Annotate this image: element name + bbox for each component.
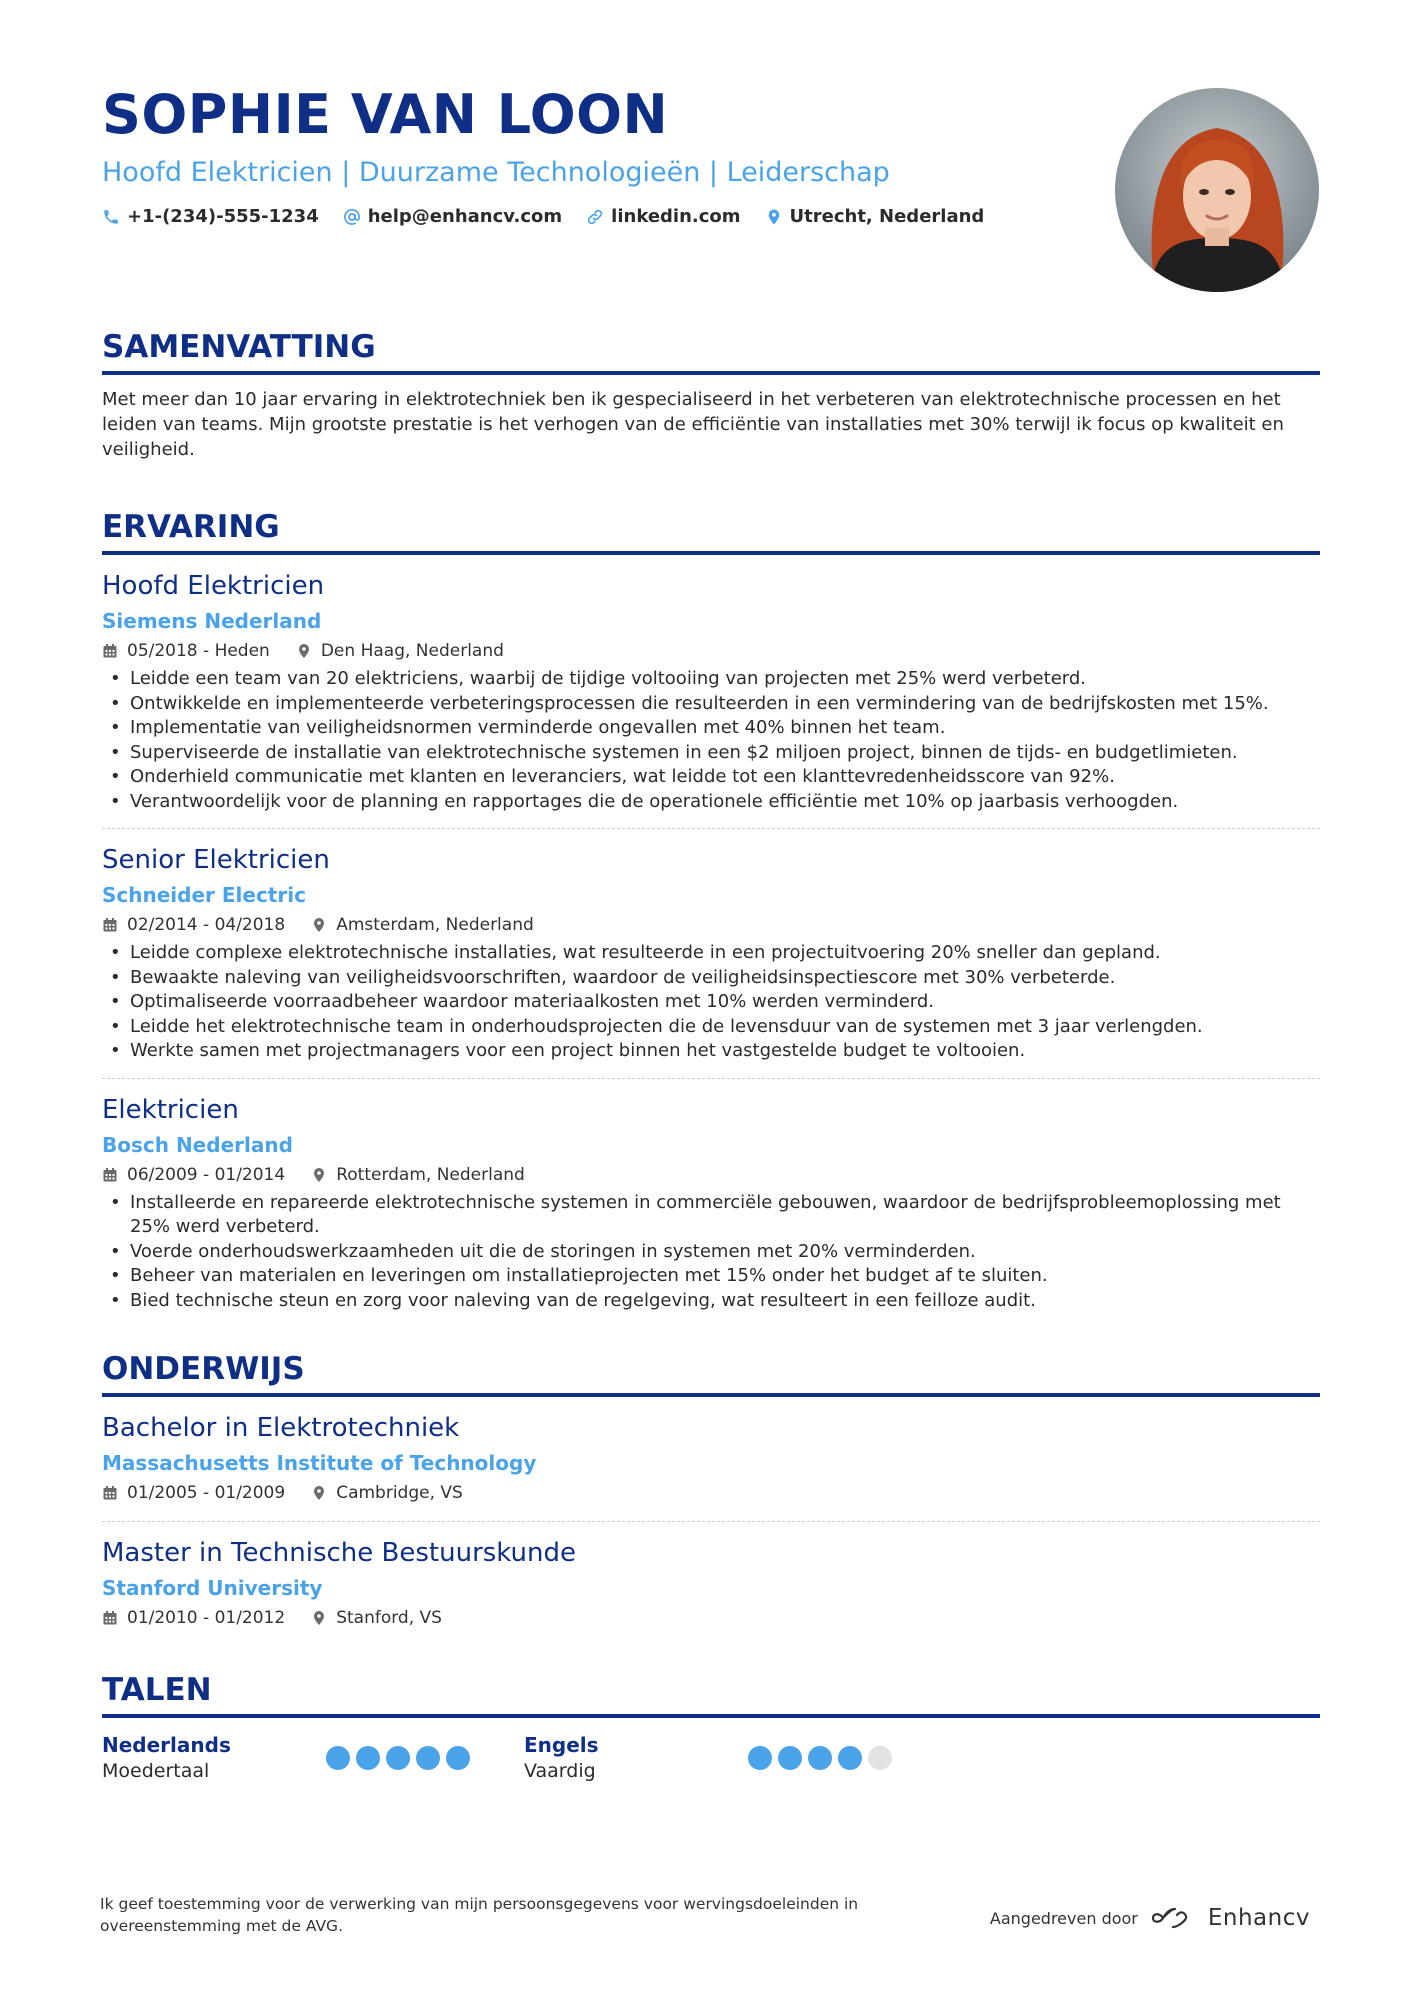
at-icon	[343, 208, 361, 226]
achievement-list	[102, 667, 1320, 814]
language-level: Vaardig	[524, 1760, 596, 1782]
experience-bullet: • Onderhield communicatie met klanten en leveranciers, wat leidde tot een klanttevredenheidsscore van 92%.	[102, 765, 1320, 790]
dates-text: 02/2014 - 04/2018	[127, 915, 286, 935]
contact-email[interactable]	[343, 206, 562, 227]
phone-icon	[102, 208, 120, 226]
enhancv-logo-icon	[1150, 1906, 1196, 1930]
header	[102, 80, 1102, 227]
job-dates	[102, 911, 285, 939]
summary-section	[102, 327, 1320, 462]
school-name: Stanford University	[102, 1576, 323, 1600]
degree-title: Bachelor in Elektrotechniek	[102, 1413, 460, 1443]
education-dates	[102, 1604, 285, 1632]
summary-title: SAMENVATTING	[102, 327, 1320, 375]
languages-title: TALEN	[102, 1670, 1320, 1718]
experience-bullet: • Bied technische steun en zorg voor naleving van de regelgeving, wat resulteert in een feilloze audit.	[102, 1289, 1320, 1314]
email-text: help@enhancv.com	[367, 206, 563, 227]
education-entry	[102, 1522, 1320, 1646]
experience-bullet: • Beheer van materialen en leveringen om installatieprojecten met 15% onder het budget af te sluiten.	[102, 1264, 1320, 1289]
experience-bullet: • Bewaakte naleving van veiligheidsvoorschriften, waardoor de veiligheidsinspectiescore met 30% verbeterde.	[102, 966, 1320, 991]
company-name: Siemens Nederland	[102, 609, 322, 633]
location-text: Stanford, VS	[336, 1608, 442, 1628]
dates-text: 06/2009 - 01/2014	[127, 1164, 286, 1185]
calendar-icon	[102, 643, 118, 659]
calendar-icon	[102, 1485, 118, 1501]
dates-text: 01/2010 - 01/2012	[127, 1608, 286, 1628]
proficiency-dot	[386, 1746, 410, 1770]
brand-name: Enhancv	[1207, 1905, 1310, 1931]
experience-entry	[102, 829, 1320, 1079]
education-meta	[102, 1479, 1320, 1507]
language-text	[524, 1732, 748, 1784]
location-text: Cambridge, VS	[336, 1483, 463, 1503]
experience-title: ERVARING	[102, 507, 1320, 555]
proficiency-dots	[326, 1746, 470, 1784]
proficiency-dot	[838, 1746, 862, 1770]
dates-text: 05/2018 - Heden	[127, 641, 270, 661]
experience-bullet: • Leidde een team van 20 elektriciens, waarbij de tijdige voltooiing van projecten met 25% werd verbeterd.	[102, 667, 1320, 692]
education-location	[311, 1604, 442, 1632]
job-meta	[102, 911, 1320, 939]
powered-by-label: Aangedreven door	[989, 1908, 1138, 1928]
experience-section	[102, 507, 1320, 1327]
job-dates	[102, 1161, 285, 1189]
location-pin-icon	[311, 917, 327, 933]
achievement-list	[102, 1191, 1320, 1314]
language-item	[524, 1732, 946, 1784]
experience-bullet: • Leidde het elektrotechnische team in onderhoudsprojecten die de levensduur van de systemen met 3 jaar verlengden.	[102, 1015, 1320, 1040]
dates-text: 01/2005 - 01/2009	[127, 1483, 286, 1503]
location-text: Amsterdam, Nederland	[336, 915, 534, 935]
job-title: Senior Elektricien	[102, 845, 330, 875]
location-text: Rotterdam, Nederland	[336, 1164, 525, 1185]
education-title: ONDERWIJS	[102, 1349, 1320, 1397]
experience-bullet: • Verantwoordelijk voor de planning en rapportages die de operationele efficiëntie met 10% op jaarbasis verhoogden.	[102, 790, 1320, 815]
language-name: Nederlands	[102, 1733, 231, 1757]
education-entry	[102, 1397, 1320, 1522]
company-name: Bosch Nederland	[102, 1132, 293, 1157]
location-pin-icon	[765, 208, 783, 226]
job-title: Elektricien	[102, 1094, 239, 1125]
experience-bullet: • Implementatie van veiligheidsnormen verminderde ongevallen met 40% binnen het team.	[102, 716, 1320, 741]
linkedin-text: linkedin.com	[611, 206, 741, 227]
proficiency-dot	[868, 1746, 892, 1770]
phone-text: +1-(234)-555-1234	[127, 206, 319, 227]
languages-section	[102, 1670, 1320, 1784]
footer	[100, 1893, 1320, 1937]
calendar-icon	[102, 1167, 118, 1183]
job-location	[296, 637, 504, 665]
experience-bullet: • Leidde complexe elektrotechnische installaties, wat resulteerde in een projectuitvoering 20% sneller dan gepland.	[102, 941, 1320, 966]
candidate-name: SOPHIE VAN LOON	[102, 83, 669, 146]
experience-list	[102, 555, 1320, 1327]
powered-by[interactable]	[990, 1905, 1310, 1931]
experience-entry	[102, 1079, 1320, 1328]
experience-bullet: • Voerde onderhoudswerkzaamheden uit die de storingen in systemen met 20% verminderden.	[102, 1240, 1320, 1265]
proficiency-dots	[748, 1746, 892, 1784]
proficiency-dot	[446, 1746, 470, 1770]
calendar-icon	[102, 1610, 118, 1626]
school-name: Massachusetts Institute of Technology	[102, 1451, 537, 1475]
language-item	[102, 1732, 524, 1784]
proficiency-dot	[416, 1746, 440, 1770]
profile-photo	[1115, 88, 1319, 292]
company-name: Schneider Electric	[102, 883, 306, 907]
job-meta	[102, 637, 1320, 665]
language-level: Moedertaal	[102, 1760, 210, 1782]
proficiency-dot	[356, 1746, 380, 1770]
contact-location	[765, 206, 985, 227]
education-section	[102, 1349, 1320, 1646]
location-pin-icon	[296, 643, 312, 659]
job-meta	[102, 1161, 1320, 1189]
proficiency-dot	[748, 1746, 772, 1770]
contact-linkedin[interactable]	[586, 206, 740, 227]
job-dates	[102, 637, 270, 665]
location-pin-icon	[311, 1610, 327, 1626]
experience-bullet: • Superviseerde de installatie van elektrotechnische systemen in een $2 miljoen project, binnen de tijds- en budgetlimieten.	[102, 741, 1320, 766]
experience-bullet: • Werkte samen met projectmanagers voor een project binnen het vastgestelde budget te voltooien.	[102, 1039, 1320, 1064]
job-location	[311, 911, 534, 939]
calendar-icon	[102, 917, 118, 933]
location-text: Den Haag, Nederland	[320, 641, 504, 661]
contact-list	[102, 206, 1102, 227]
link-icon	[586, 208, 604, 226]
experience-bullet: • Optimaliseerde voorraadbeheer waardoor materiaalkosten met 10% werden verminderd.	[102, 990, 1320, 1015]
achievement-list	[102, 941, 1320, 1064]
education-meta	[102, 1604, 1320, 1632]
location-pin-icon	[311, 1167, 327, 1183]
experience-entry	[102, 555, 1320, 829]
proficiency-dot	[326, 1746, 350, 1770]
location-pin-icon	[311, 1485, 327, 1501]
education-dates	[102, 1479, 285, 1507]
tagline: Hoofd Elektricien | Duurzame Technologieën | Leiderschap	[102, 157, 890, 188]
education-location	[311, 1479, 463, 1507]
job-title: Hoofd Elektricien	[102, 571, 325, 601]
proficiency-dot	[808, 1746, 832, 1770]
language-list	[102, 1732, 1320, 1784]
language-text	[102, 1732, 326, 1784]
degree-title: Master in Technische Bestuurskunde	[102, 1538, 577, 1568]
education-list	[102, 1397, 1320, 1646]
experience-bullet: • Installeerde en repareerde elektrotechnische systemen in commerciële gebouwen, waardoor de bedrijfsprobleemoplossing met 25% werd verbeterd.	[102, 1191, 1320, 1240]
summary-text: Met meer dan 10 jaar ervaring in elektrotechniek ben ik gespecialiseerd in het verbeteren van elektrotechnische processen en het leiden van teams. Mijn grootste prestatie is het verhogen van de efficiëntie van installaties met 30% terwijl ik focus op kwaliteit en veiligheid.	[102, 389, 1284, 460]
experience-bullet: • Ontwikkelde en implementeerde verbeteringsprocessen die resulteerden in een vermindering van de bedrijfskosten met 15%.	[102, 692, 1320, 717]
proficiency-dot	[778, 1746, 802, 1770]
contact-phone[interactable]	[102, 206, 319, 227]
location-text: Utrecht, Nederland	[789, 206, 985, 227]
consent-text: Ik geef toestemming voor de verwerking van mijn persoonsgegevens voor wervingsdoeleinden in overeenstemming met de AVG.	[100, 1895, 859, 1935]
language-name: Engels	[524, 1733, 599, 1757]
job-location	[311, 1161, 525, 1189]
